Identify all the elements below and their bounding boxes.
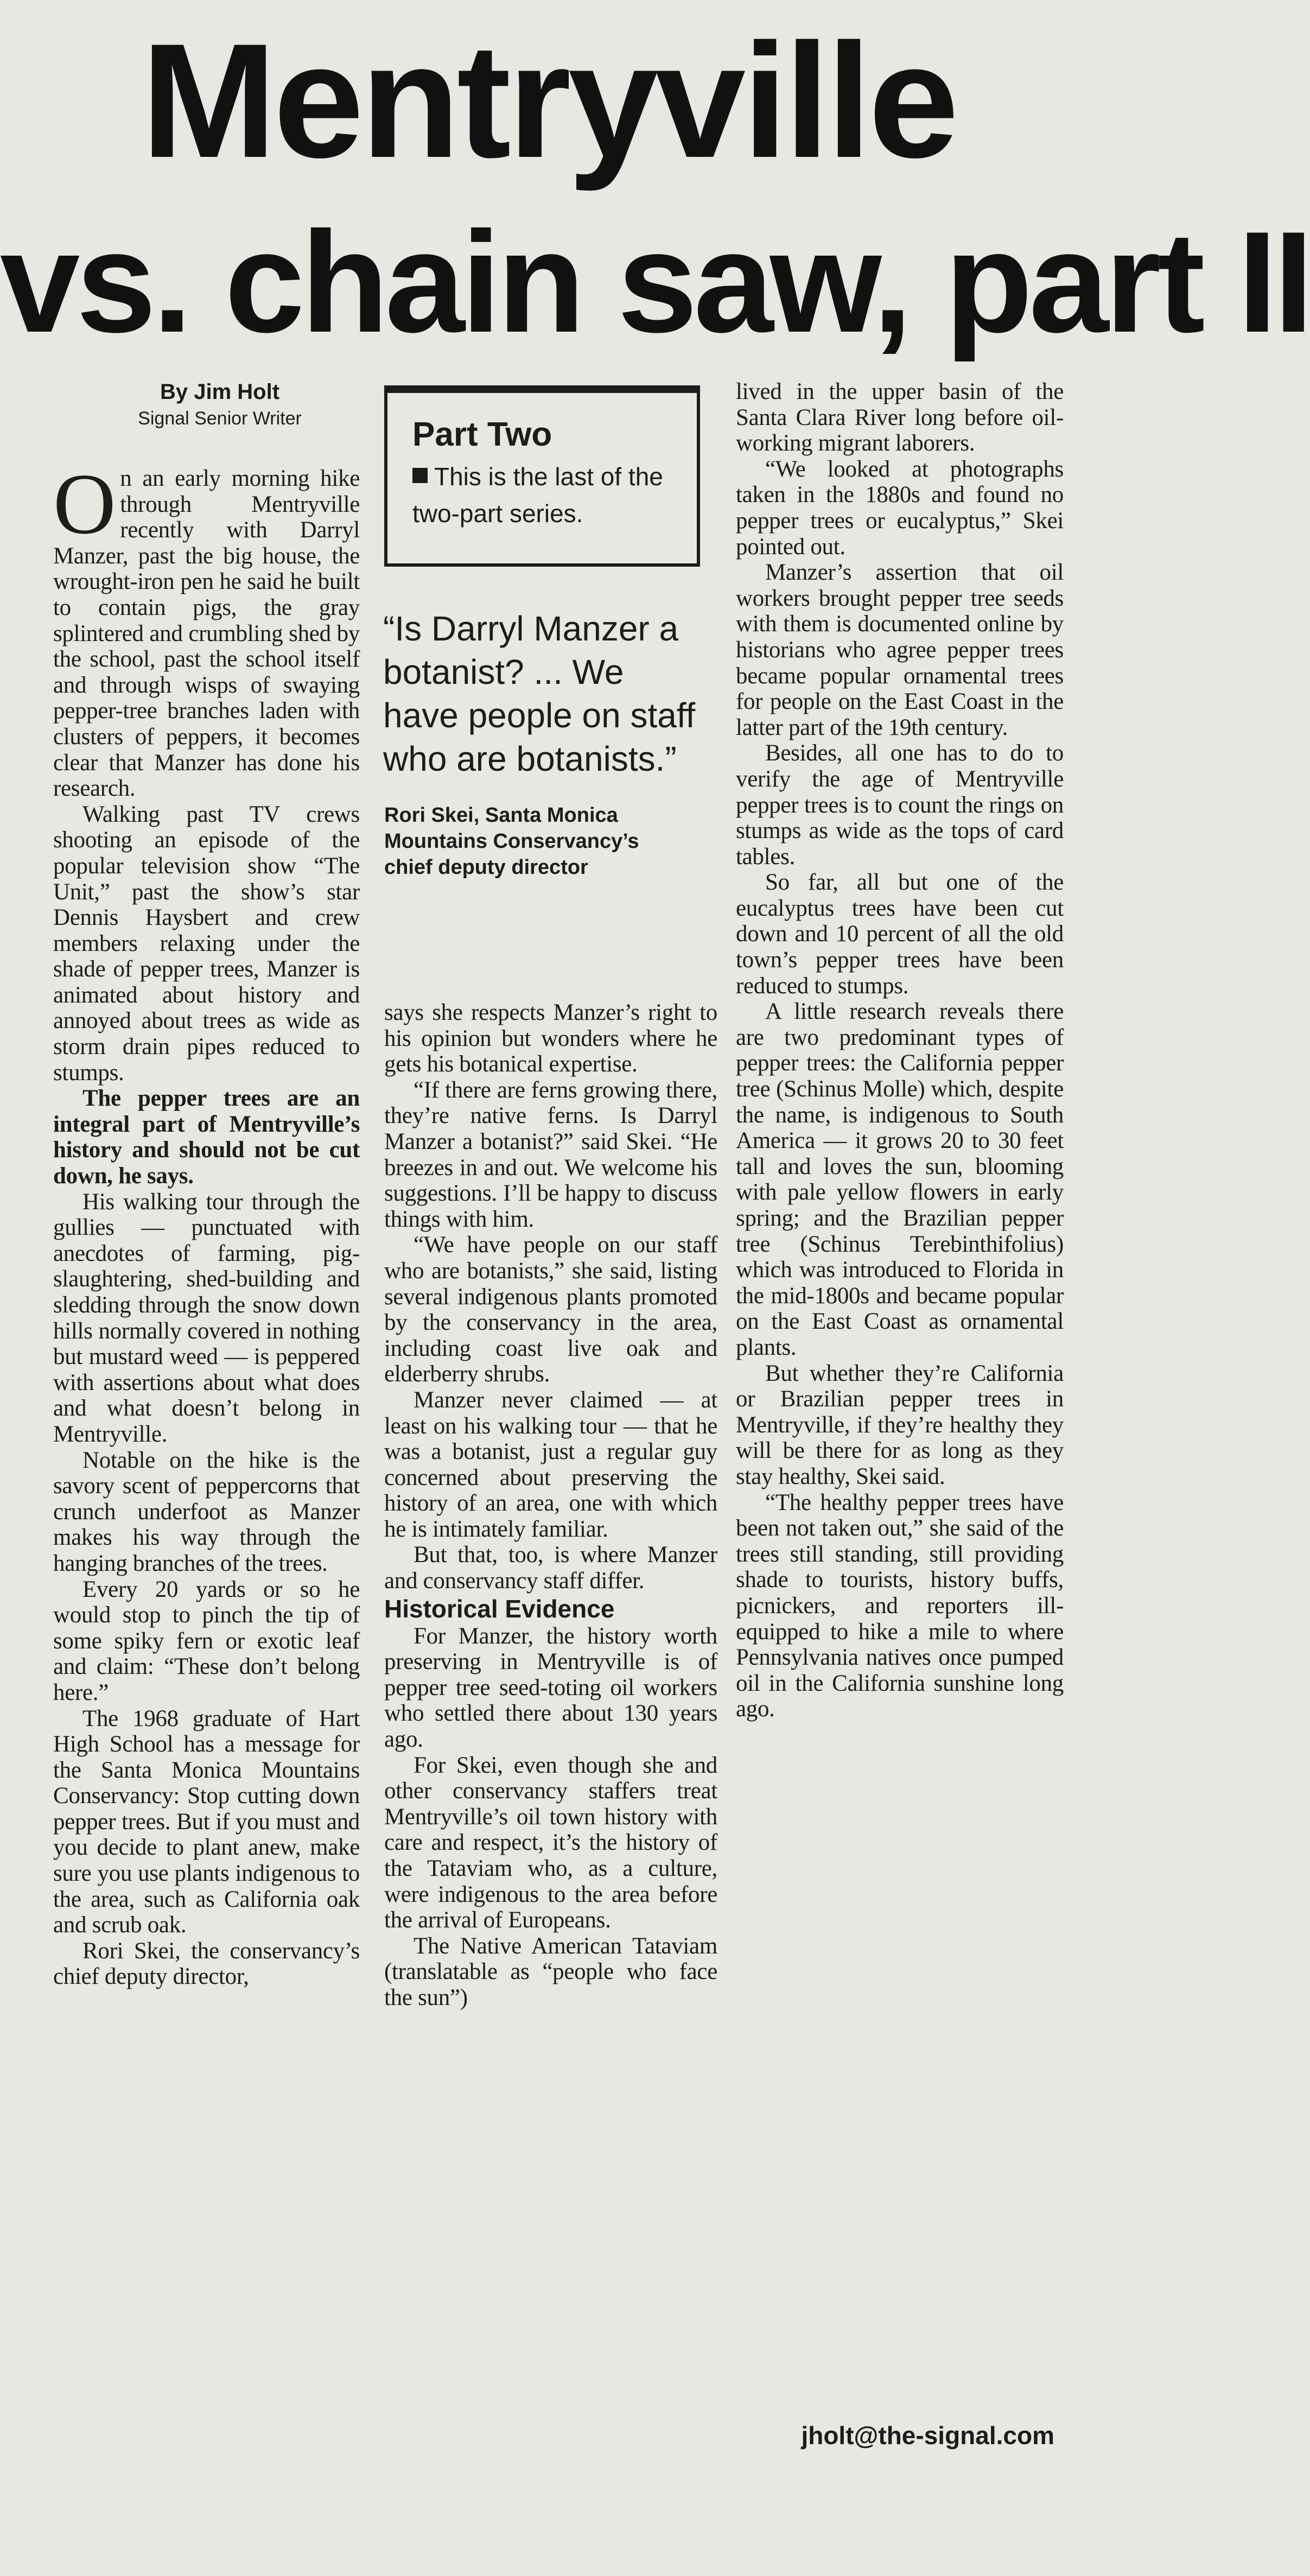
body-paragraph: The 1968 graduate of Hart High School has a message for the Santa Monica Mountains Conservancy: Stop cutting down pepper trees. But if you must and you decide to plant anew, make sure you use plants indigenous to the area, such as California oak and scrub oak.	[53, 1705, 360, 1938]
body-paragraph: The Native American Tataviam (translatable as “people who face the sun”)	[384, 1933, 717, 2010]
body-paragraph: Walking past TV crews shooting an episode of the popular television show “The Unit,” past the show’s star Dennis Haysbert and crew members relaxing under the shade of pepper trees, Manzer is animated about history and annoyed about trees as wide as storm drain pipes reduced to stumps.	[53, 801, 360, 1086]
body-paragraph: But that, too, is where Manzer and conservancy staff differ.	[384, 1542, 717, 1594]
section-subhead: Historical Evidence	[384, 1594, 615, 1623]
pull-quote-attribution: Rori Skei, Santa Monica Mountains Conservancy’s chief deputy director	[384, 804, 639, 879]
body-paragraph: says she respects Manzer’s right to his opinion but wonders where he gets his botanical expertise.	[384, 1000, 717, 1077]
body-paragraph: The pepper trees are an integral part of Mentryville’s history and should not be cut down, he says.	[53, 1086, 360, 1189]
body-paragraph: So far, all but one of the eucalyptus trees have been cut down and 10 percent of all the old town’s pepper trees have been reduced to stumps.	[736, 870, 1064, 999]
headline-line-2: vs. chain saw, part II	[0, 202, 1310, 363]
body-paragraph: For Skei, even though she and other conservancy staffers treat Mentryville’s oil town history with care and respect, it’s the history of the Tataviam who, as a culture, were indigenous to the area before the arrival of Europeans.	[384, 1752, 717, 1933]
body-paragraph: But whether they’re California or Brazilian pepper trees in Mentryville, if they’re healthy they will be there for as long as they stay healthy, Skei said.	[736, 1360, 1064, 1489]
body-paragraph: Besides, all one has to do to verify the age of Mentryville pepper trees is to count the rings on stumps as wide as the tops of card tables.	[736, 740, 1064, 870]
headline-line-1: Mentryville	[141, 9, 956, 192]
body-paragraph: Rori Skei, the conservancy’s chief deputy director,	[53, 1938, 360, 1990]
byline-author: By Jim Holt	[160, 380, 280, 404]
author-email: jholt@the-signal.com	[801, 2421, 1054, 2450]
body-paragraph: His walking tour through the gullies — punctuated with anecdotes of farming, pig-slaughtering, shed-building and sledding through the snow down hills normally covered in nothing but mustard weed — is peppered with assertions about what does and what doesn’t belong in Mentryville.	[53, 1189, 360, 1447]
body-paragraph: “If there are ferns growing there, they’re native ferns. Is Darryl Manzer a botanist?” said Skei. “He breezes in and out. We welcome his suggestions. I’ll be happy to discuss things with him.	[384, 1077, 717, 1232]
drop-cap: O	[53, 455, 116, 552]
series-box-description: This is the last of the two-part series.	[412, 462, 663, 528]
column-2	[384, 1000, 717, 2011]
body-paragraph: Every 20 yards or so he would stop to pinch the tip of some spiky fern or exotic leaf and claim: “These don’t belong here.”	[53, 1576, 360, 1705]
body-paragraph: Manzer’s assertion that oil workers brought pepper tree seeds with them is documented online by historians who agree pepper trees became popular ornamental trees for people on the East Coast in the latter part of the 19th century.	[736, 560, 1064, 740]
column-1	[53, 455, 360, 1990]
body-paragraph: “We have people on our staff who are botanists,” she said, listing several indigenous plants promoted by the conservancy in the area, including coast live oak and elderberry shrubs.	[384, 1232, 717, 1387]
body-paragraph: lived in the upper basin of the Santa Clara River long before oil-working migrant laborers.	[736, 379, 1064, 456]
series-box-title: Part Two	[412, 416, 552, 453]
body-paragraph: “The healthy pepper trees have been not taken out,” she said of the trees still standing, still providing shade to tourists, history buffs, picnickers, and reporters ill-equipped to hike a mile to where Pennsylvania natives once pumped oil in the California sunshine long ago.	[736, 1489, 1064, 1722]
byline-title: Signal Senior Writer	[138, 408, 302, 429]
column-3	[736, 379, 1064, 1722]
pull-quote: “Is Darryl Manzer a botanist? ... We have people on staff who are botanists.”	[383, 609, 696, 778]
series-box	[384, 385, 700, 567]
square-bullet-icon	[412, 468, 428, 483]
body-paragraph: Manzer never claimed — at least on his walking tour — that he was a botanist, just a regular guy concerned about preserving the history of an area, one with which he is intimately familiar.	[384, 1387, 717, 1542]
body-paragraph: For Manzer, the history worth preserving in Mentryville is of pepper tree seed-toting oil workers who settled there about 130 years ago.	[384, 1623, 717, 1753]
body-paragraph: Notable on the hike is the savory scent of peppercorns that crunch underfoot as Manzer makes his way through the hanging branches of the trees.	[53, 1447, 360, 1576]
body-paragraph: A little research reveals there are two predominant types of pepper trees: the California pepper tree (Schinus Molle) which, despite the name, is indigenous to South America — it grows 20 to 30 feet tall and loves the sun, blooming with pale yellow flowers in early spring; and the Brazilian pepper tree (Schinus Terebinthifolius) which was introduced to Florida in the mid-1800s and became popular on the East Coast as ornamental plants.	[736, 999, 1064, 1360]
body-paragraph: On an early morning hike through Mentryville recently with Darryl Manzer, past the big house, the wrought-iron pen he said he built to contain pigs, the gray splintered and crumbling shed by the school, past the school itself and through wisps of swaying pepper-tree branches laden with clusters of peppers, it becomes clear that Manzer has done his research.	[53, 455, 360, 802]
body-paragraph: “We looked at photographs taken in the 1880s and found no pepper trees or eucalyptus,” Skei pointed out.	[736, 456, 1064, 560]
